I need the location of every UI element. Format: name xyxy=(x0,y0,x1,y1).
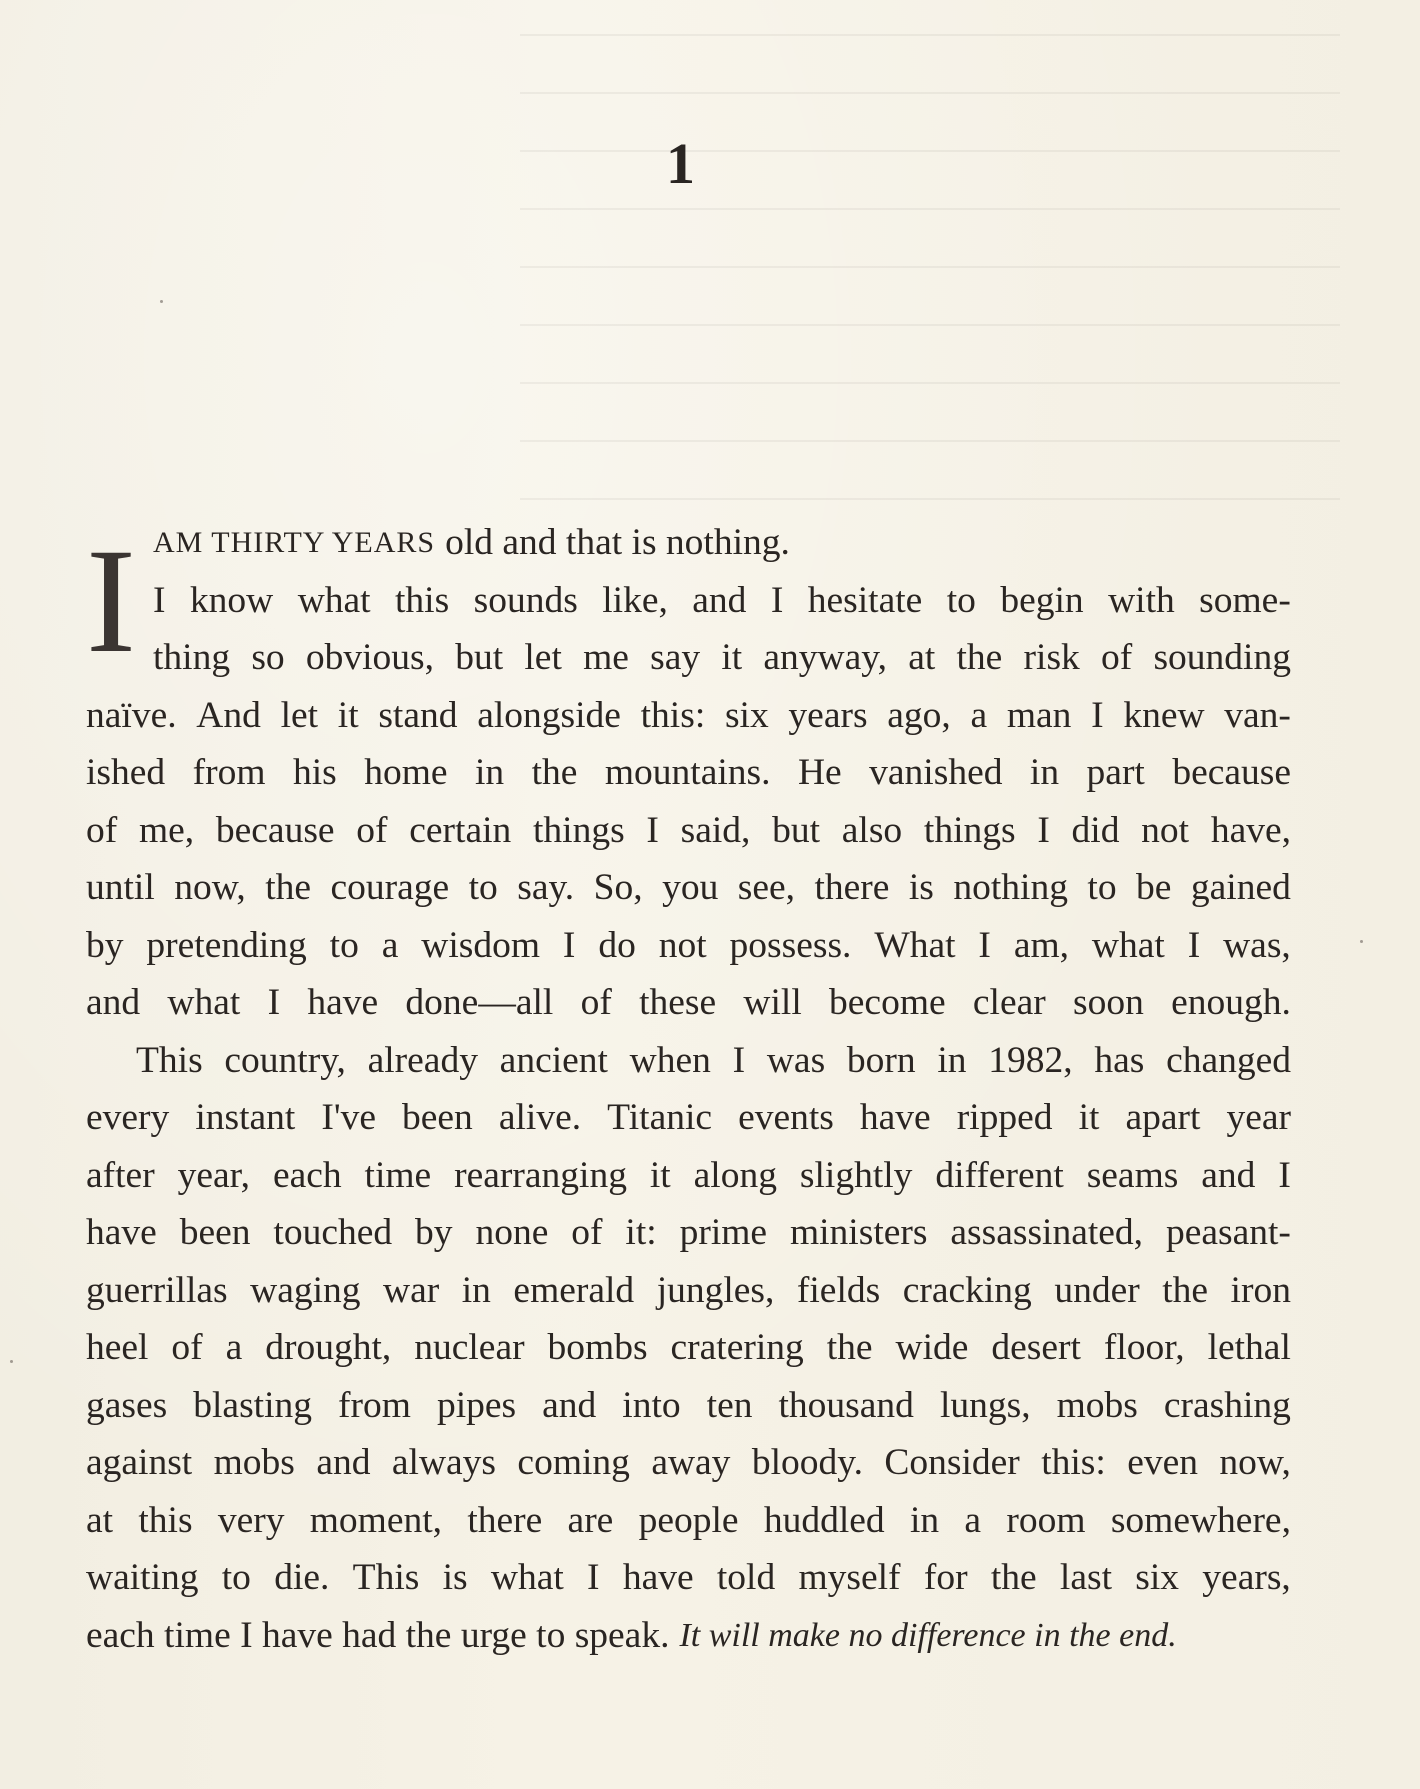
word: thing xyxy=(153,637,231,678)
word: when xyxy=(629,1039,711,1081)
text-line-17 xyxy=(86,1434,1291,1492)
word: I xyxy=(1091,694,1104,736)
word: of xyxy=(571,1212,603,1253)
word: and xyxy=(316,1442,371,1483)
word: a xyxy=(964,1499,982,1541)
word: like, xyxy=(602,579,668,621)
word: I xyxy=(267,982,281,1023)
word: at xyxy=(908,637,936,678)
word: six xyxy=(724,694,769,736)
word: to xyxy=(329,924,359,966)
word: none xyxy=(475,1212,549,1253)
word: into xyxy=(622,1384,681,1426)
word: was, xyxy=(1223,924,1291,966)
word: heel xyxy=(86,1327,149,1368)
word: I xyxy=(562,924,576,966)
word: naïve. xyxy=(86,694,177,736)
word: bombs xyxy=(547,1327,648,1368)
word: away xyxy=(651,1442,731,1483)
word: enough. xyxy=(1171,982,1291,1023)
word: bloody. xyxy=(751,1442,863,1483)
word: alongside xyxy=(477,694,621,736)
word: iron xyxy=(1230,1269,1291,1311)
word: nuclear xyxy=(414,1327,525,1368)
word: in xyxy=(909,1499,940,1541)
word: I xyxy=(1037,809,1050,851)
word: I've xyxy=(321,1097,376,1138)
word: waging xyxy=(250,1269,361,1311)
opening-small-caps: AM THIRTY YEARS xyxy=(153,526,436,559)
word: things xyxy=(923,809,1016,851)
word: after xyxy=(86,1154,155,1196)
word: guerrillas xyxy=(86,1269,228,1311)
text-line-6 xyxy=(86,802,1291,860)
word: This xyxy=(136,1039,203,1081)
word: not xyxy=(658,924,707,966)
word: part xyxy=(1086,752,1145,793)
word: obvious, xyxy=(305,637,435,678)
word: what xyxy=(167,982,241,1023)
word: even xyxy=(1127,1442,1198,1483)
word: you xyxy=(662,867,719,908)
word: to xyxy=(946,579,976,621)
text-line-13 xyxy=(86,1204,1291,1262)
word: certain xyxy=(409,809,512,851)
word: Consider xyxy=(884,1442,1020,1483)
word: by xyxy=(415,1212,453,1253)
word: been xyxy=(179,1212,251,1253)
word: these xyxy=(639,982,717,1023)
word: hesitate xyxy=(807,579,923,621)
word: I xyxy=(732,1039,746,1081)
word: What xyxy=(874,924,956,966)
word: vanished xyxy=(869,752,1003,793)
word: seams xyxy=(1086,1154,1179,1196)
word: because xyxy=(1172,752,1291,793)
text-line-11 xyxy=(86,1089,1291,1147)
word: have, xyxy=(1210,809,1291,851)
word: room xyxy=(1006,1499,1086,1541)
word: not xyxy=(1141,809,1190,851)
word: crashing xyxy=(1163,1384,1291,1426)
word: there xyxy=(814,867,890,908)
word: this xyxy=(395,579,450,621)
word: did xyxy=(1071,809,1120,851)
word: is xyxy=(908,867,934,908)
word: gained xyxy=(1190,867,1291,908)
word: He xyxy=(797,752,842,793)
word: me, xyxy=(138,809,195,851)
word: are xyxy=(567,1499,614,1541)
word: the xyxy=(1162,1269,1209,1311)
word: of xyxy=(171,1327,203,1368)
word: the xyxy=(826,1327,873,1368)
word: six xyxy=(1135,1557,1180,1598)
chapter-number: 1 xyxy=(666,131,696,196)
word: but xyxy=(772,809,821,851)
word: knew xyxy=(1123,694,1205,736)
word: of xyxy=(356,809,388,851)
word: let xyxy=(524,637,562,678)
word: each xyxy=(272,1154,342,1196)
word: ministers xyxy=(789,1212,928,1253)
word: have xyxy=(86,1212,157,1253)
word: am, xyxy=(1013,924,1070,966)
word: I xyxy=(1278,1154,1291,1196)
word: different xyxy=(935,1154,1064,1196)
word: become xyxy=(829,982,946,1023)
word: So, xyxy=(593,867,643,908)
word: see, xyxy=(737,867,796,908)
word: in xyxy=(937,1039,967,1081)
word: instant xyxy=(195,1097,296,1138)
word: slightly xyxy=(799,1154,913,1196)
word: This xyxy=(352,1557,420,1598)
word: blasting xyxy=(193,1384,312,1426)
word: with xyxy=(1108,579,1175,621)
text-line-3 xyxy=(86,629,1291,687)
word: cratering xyxy=(670,1327,804,1368)
word: war xyxy=(383,1269,440,1311)
text-line-8 xyxy=(86,917,1291,975)
word: have xyxy=(622,1557,694,1598)
word: emerald xyxy=(513,1269,635,1311)
word: has xyxy=(1094,1039,1145,1081)
word: a xyxy=(225,1327,243,1368)
word: so xyxy=(251,637,285,678)
word: do xyxy=(598,924,636,966)
word: let xyxy=(280,694,319,736)
word: from xyxy=(192,752,266,793)
word: and xyxy=(542,1384,597,1426)
word: every xyxy=(86,1097,170,1138)
word: because xyxy=(215,809,335,851)
word: somewhere, xyxy=(1110,1499,1291,1541)
word: some- xyxy=(1199,579,1291,621)
word: have xyxy=(859,1097,931,1138)
text-line-9 xyxy=(86,974,1291,1032)
word: was xyxy=(766,1039,826,1081)
word: it xyxy=(337,694,359,736)
word: year, xyxy=(177,1154,251,1196)
word: and xyxy=(1201,1154,1256,1196)
word: now, xyxy=(174,867,246,908)
word: pipes xyxy=(436,1384,517,1426)
word: alive. xyxy=(498,1097,582,1138)
word: say xyxy=(650,637,701,678)
word: very xyxy=(217,1499,285,1541)
word: changed xyxy=(1166,1039,1291,1081)
word: it xyxy=(649,1154,671,1196)
word: is xyxy=(442,1557,468,1598)
word: born xyxy=(846,1039,916,1081)
word: and xyxy=(692,579,747,621)
word: now, xyxy=(1219,1442,1291,1483)
word: his xyxy=(292,752,337,793)
word: stand xyxy=(378,694,458,736)
word: I xyxy=(153,579,166,621)
word: this xyxy=(138,1499,193,1541)
word: prime xyxy=(679,1212,768,1253)
word: of xyxy=(580,982,612,1023)
word: from xyxy=(338,1384,411,1426)
text-line-14 xyxy=(86,1262,1291,1320)
word: courage xyxy=(330,867,450,908)
word: jungles, xyxy=(656,1269,775,1311)
paper-speck xyxy=(1360,940,1363,943)
word: in xyxy=(474,752,505,793)
show-through-texture xyxy=(520,0,1340,500)
word: against xyxy=(86,1442,193,1483)
word: the xyxy=(265,867,312,908)
word: 1982, xyxy=(988,1039,1073,1081)
word: it xyxy=(1078,1097,1100,1138)
word: die. xyxy=(274,1557,330,1598)
word: I xyxy=(770,579,784,621)
word: under xyxy=(1054,1269,1140,1311)
opening-rest: old and that is nothing. xyxy=(445,522,790,563)
text-line-18 xyxy=(86,1492,1291,1550)
word: years, xyxy=(1202,1557,1291,1598)
text-line-7 xyxy=(86,859,1291,917)
word: clear xyxy=(972,982,1046,1023)
word: what xyxy=(1091,924,1165,966)
word: I xyxy=(1187,924,1201,966)
word: know xyxy=(189,579,274,621)
word: anyway, xyxy=(763,637,887,678)
word: mountains. xyxy=(604,752,771,793)
word: this: xyxy=(1041,1442,1106,1483)
word: in xyxy=(461,1269,491,1311)
word: sounding xyxy=(1153,637,1291,678)
word: be xyxy=(1136,867,1172,908)
word: to xyxy=(1087,867,1117,908)
word: and xyxy=(86,982,141,1023)
word: I xyxy=(587,1557,600,1598)
word: there xyxy=(467,1499,543,1541)
word: the xyxy=(531,752,578,793)
word: I xyxy=(978,924,991,966)
drop-cap-letter: I xyxy=(86,518,136,684)
word: rearranging xyxy=(454,1154,627,1196)
paper-speck xyxy=(10,1360,13,1363)
word: ished xyxy=(86,752,166,793)
text-line-19 xyxy=(86,1549,1291,1607)
word: the xyxy=(990,1557,1037,1598)
word: year xyxy=(1226,1097,1291,1138)
word: ripped xyxy=(956,1097,1053,1138)
word: a xyxy=(381,924,399,966)
word: ancient xyxy=(499,1039,608,1081)
text-line-16 xyxy=(86,1377,1291,1435)
text-line-12 xyxy=(86,1147,1291,1205)
word: apart xyxy=(1125,1097,1201,1138)
word: to xyxy=(221,1557,251,1598)
word: assassinated, xyxy=(950,1212,1144,1253)
text-line-5 xyxy=(86,744,1291,802)
text-line-1 xyxy=(86,514,1291,572)
word: also xyxy=(841,809,903,851)
word: possess. xyxy=(729,924,852,966)
word: coming xyxy=(517,1442,630,1483)
word: what xyxy=(490,1557,564,1598)
word: of xyxy=(86,809,118,851)
word: the xyxy=(956,637,1003,678)
word: begin xyxy=(1000,579,1084,621)
word: say. xyxy=(517,867,575,908)
word: time xyxy=(364,1154,432,1196)
paper-speck xyxy=(160,300,163,303)
word: drought, xyxy=(265,1327,392,1368)
word: huddled xyxy=(763,1499,885,1541)
word: cracking xyxy=(902,1269,1032,1311)
word: And xyxy=(196,694,261,736)
word: waiting xyxy=(86,1557,199,1598)
word: already xyxy=(367,1039,478,1081)
word: I xyxy=(646,809,659,851)
word: been xyxy=(402,1097,473,1138)
word: along xyxy=(693,1154,777,1196)
word: in xyxy=(1029,752,1060,793)
text-line-10 xyxy=(86,1032,1291,1090)
word: touched xyxy=(273,1212,393,1253)
word: myself xyxy=(798,1557,901,1598)
word: moment, xyxy=(309,1499,443,1541)
word: thousand xyxy=(778,1384,914,1426)
word: desert xyxy=(991,1327,1081,1368)
word: done—all xyxy=(405,982,554,1023)
word: lethal xyxy=(1207,1327,1291,1368)
word: nothing xyxy=(953,867,1068,908)
word: for xyxy=(923,1557,968,1598)
word: man xyxy=(1006,694,1072,736)
word: to xyxy=(468,867,498,908)
word: until xyxy=(86,867,155,908)
word: wide xyxy=(895,1327,969,1368)
word: country, xyxy=(224,1039,346,1081)
word: home xyxy=(364,752,448,793)
word: van- xyxy=(1224,694,1291,736)
word: floor, xyxy=(1103,1327,1185,1368)
text-line-2 xyxy=(86,572,1291,630)
word: people xyxy=(638,1499,739,1541)
word: Titanic xyxy=(607,1097,713,1138)
text-line-20-main: each time I have had the urge to speak. xyxy=(86,1614,670,1656)
text-line-15 xyxy=(86,1319,1291,1377)
word: will xyxy=(743,982,802,1023)
word: it: xyxy=(625,1212,657,1253)
word: but xyxy=(455,637,504,678)
word: have xyxy=(307,982,379,1023)
word: mobs xyxy=(1056,1384,1138,1426)
word: of xyxy=(1101,637,1133,678)
text-line-4 xyxy=(86,687,1291,745)
word: it xyxy=(721,637,743,678)
word: soon xyxy=(1073,982,1144,1023)
word: ten xyxy=(706,1384,753,1426)
word: me xyxy=(583,637,629,678)
word: risk xyxy=(1023,637,1080,678)
word: mobs xyxy=(213,1442,295,1483)
word: lungs, xyxy=(939,1384,1031,1426)
word: gases xyxy=(86,1384,168,1426)
word: told xyxy=(716,1557,776,1598)
word: things xyxy=(532,809,625,851)
word: what xyxy=(297,579,371,621)
word: at xyxy=(86,1499,114,1541)
word: events xyxy=(738,1097,834,1138)
word: always xyxy=(391,1442,497,1483)
word: peasant- xyxy=(1165,1212,1291,1253)
word: by xyxy=(86,924,124,966)
word: last xyxy=(1059,1557,1112,1598)
word: pretending xyxy=(146,924,307,966)
word: ago, xyxy=(887,694,951,736)
chapter-body-text xyxy=(86,514,1291,1664)
word: sounds xyxy=(473,579,578,621)
word: fields xyxy=(796,1269,881,1311)
word: this: xyxy=(640,694,706,736)
word: years xyxy=(788,694,868,736)
text-line-20 xyxy=(86,1607,1291,1665)
word: a xyxy=(970,694,988,736)
closing-italic-sentence: It will make no difference in the end. xyxy=(679,1616,1177,1654)
word: said, xyxy=(680,809,751,851)
word: wisdom xyxy=(421,924,541,966)
